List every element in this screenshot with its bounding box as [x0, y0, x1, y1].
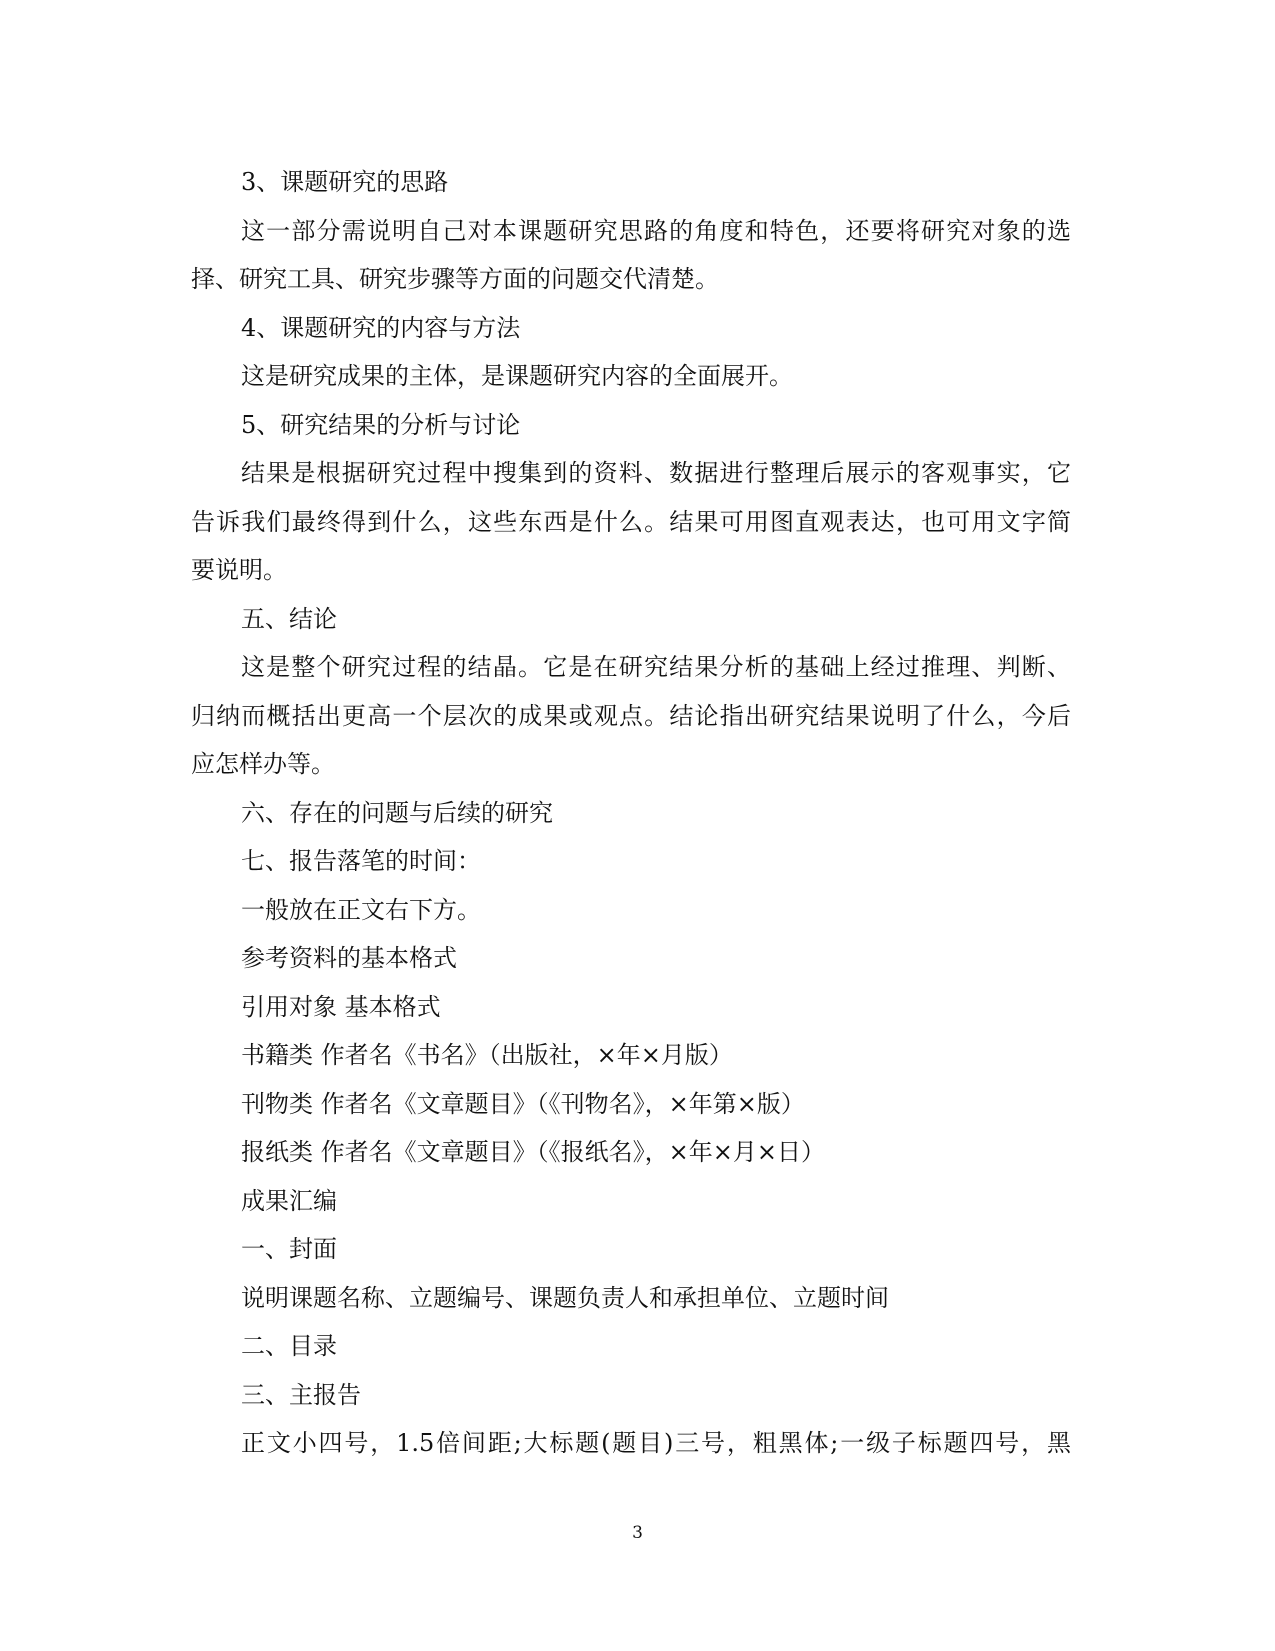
section-heading: 5、研究结果的分析与讨论 [241, 410, 521, 439]
paragraph-line: 要说明。 [191, 556, 287, 584]
paragraph-line: 这是整个研究过程的结晶。它是在研究结果分析的基础上经过推理、判断、 [241, 653, 1071, 681]
section-heading: 五、结论 [241, 604, 337, 633]
section-heading: 3、课题研究的思路 [241, 168, 449, 196]
paragraph-line: 这是研究成果的主体，是课题研究内容的全面展开。 [241, 362, 793, 390]
section-heading: 六、存在的问题与后续的研究 [241, 798, 553, 827]
paragraph-line: 这一部分需说明自己对本课题研究思路的角度和特色，还要将研究对象的选 [241, 216, 1071, 245]
references-title: 参考资料的基本格式 [241, 944, 457, 972]
paragraph-line: 告诉我们最终得到什么，这些东西是什么。结果可用图直观表达，也可用文字简 [191, 507, 1071, 536]
paragraph [191, 207, 1071, 304]
reference-format-journals: 刊物类 作者名《文章题目》（《刊物名》，×年第×版） [241, 1089, 805, 1118]
paragraph-line: 结果是根据研究过程中搜集到的资料、数据进行整理后展示的客观事实，它 [241, 459, 1071, 487]
reference-format-books: 书籍类 作者名《书名》（出版社，×年×月版） [241, 1041, 733, 1069]
section-heading: 二、目录 [241, 1332, 337, 1360]
paragraph [191, 449, 1071, 595]
paragraph-line: 择、研究工具、研究步骤等方面的问题交代清楚。 [191, 265, 719, 293]
section-heading: 七、报告落笔的时间： [241, 847, 481, 875]
section-heading: 一、封面 [241, 1235, 337, 1263]
paragraph-line: 应怎样办等。 [191, 750, 335, 778]
paragraph [191, 643, 1071, 789]
paragraph-line: 正文小四号，1.5倍间距;大标题(题目)三号，粗黑体;一级子标题四号，黑 [241, 1429, 1071, 1457]
page-number: 3 [632, 1523, 643, 1543]
compilation-title: 成果汇编 [241, 1186, 337, 1215]
reference-format-newspapers: 报纸类 作者名《文章题目》（《报纸名》，×年×月×日） [241, 1138, 825, 1166]
references-header: 引用对象 基本格式 [241, 992, 441, 1021]
section-heading: 4、课题研究的内容与方法 [241, 313, 521, 342]
paragraph-line: 一般放在正文右下方。 [241, 895, 481, 924]
section-heading: 三、主报告 [241, 1380, 361, 1409]
document-body [191, 158, 1071, 1468]
paragraph-line: 归纳而概括出更高一个层次的成果或观点。结论指出研究结果说明了什么，今后 [191, 701, 1071, 730]
paragraph-line: 说明课题名称、立题编号、课题负责人和承担单位、立题时间 [241, 1283, 889, 1312]
